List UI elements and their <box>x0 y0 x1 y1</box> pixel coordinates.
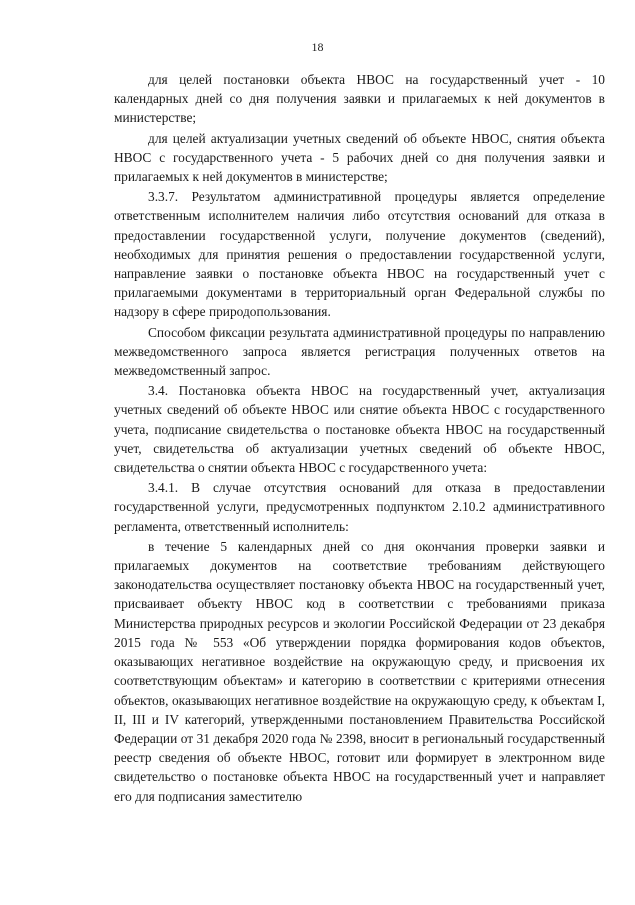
paragraph-3-4: 3.4. Постановка объекта НВОС на государственный учет, актуализация учетных сведений об объекте НВОС или снятие объекта НВОС с государственного учета, подписание свидетельства о постановке объекта НВОС на государственный учет, свидетельства об актуализации учетных сведений об объекте НВОС, свидетельства о снятии объекта НВОС с государственного учета: <box>114 383 605 476</box>
paragraph-3-3-7: 3.3.7. Результатом административной процедуры является определение ответственным исполнителем наличия либо отсутствия оснований для отказа в предоставлении государственной услуги, получение документов (сведений), необходимых для принятия решения о предоставлении государственной услуги, направление заявки о постановке объекта НВОС на государственный учет с прилагаемыми документами в территориальный орган Федеральной службы по надзору в сфере природопользования. <box>114 189 605 320</box>
paragraph-3-4-1: 3.4.1. В случае отсутствия оснований для отказа в предоставлении государственной услуги, предусмотренных подпунктом 2.10.2 административного регламента, ответственный исполнитель: <box>114 480 605 534</box>
paragraph-registration-deadline: для целей постановки объекта НВОС на государственный учет - 10 календарных дней со дня получения заявки и прилагаемых к ней документов в министерстве; <box>114 72 605 126</box>
paragraph-update-deadline: для целей актуализации учетных сведений об объекте НВОС, снятия объекта НВОС с государственного учета - 5 рабочих дней со дня получения заявки и прилагаемых к ней документов в министерстве; <box>114 130 605 185</box>
document-body <box>114 70 605 806</box>
page-number: 18 <box>311 40 324 54</box>
paragraph-fixation-method: Способом фиксации результата административной процедуры по направлению межведомственного запроса является регистрация полученных ответов на межведомственный запрос. <box>114 324 605 379</box>
paragraph-5-day-procedure: в течение 5 календарных дней со дня окончания проверки заявки и прилагаемых документов на соответствие требованиям действующего законодательства осуществляет постановку объекта НВОС на государственный учет, присваивает объекту НВОС код в соответствии с требованиями приказа Министерства природных ресурсов и экологии Российской Федерации от 23 декабря 2015 года № 553 «Об утверждении порядка формирования кодов объектов, оказывающих негативное воздействие на окружающую среду, и присвоения их соответствующим объектам» и категорию в соответствии с критериями отнесения объектов, оказывающих негативное воздействие на окружающую среду, к объектам I, II, III и IV категорий, утвержденными постановлением Правительства Российской Федерации от 31 декабря 2020 года № 2398, вносит в региональный государственный реестр сведения об объекте НВОС, готовит или формирует в электронном виде свидетельство о постановке объекта НВОС на государственный учет и направляет его для подписания заместителю <box>114 538 605 804</box>
